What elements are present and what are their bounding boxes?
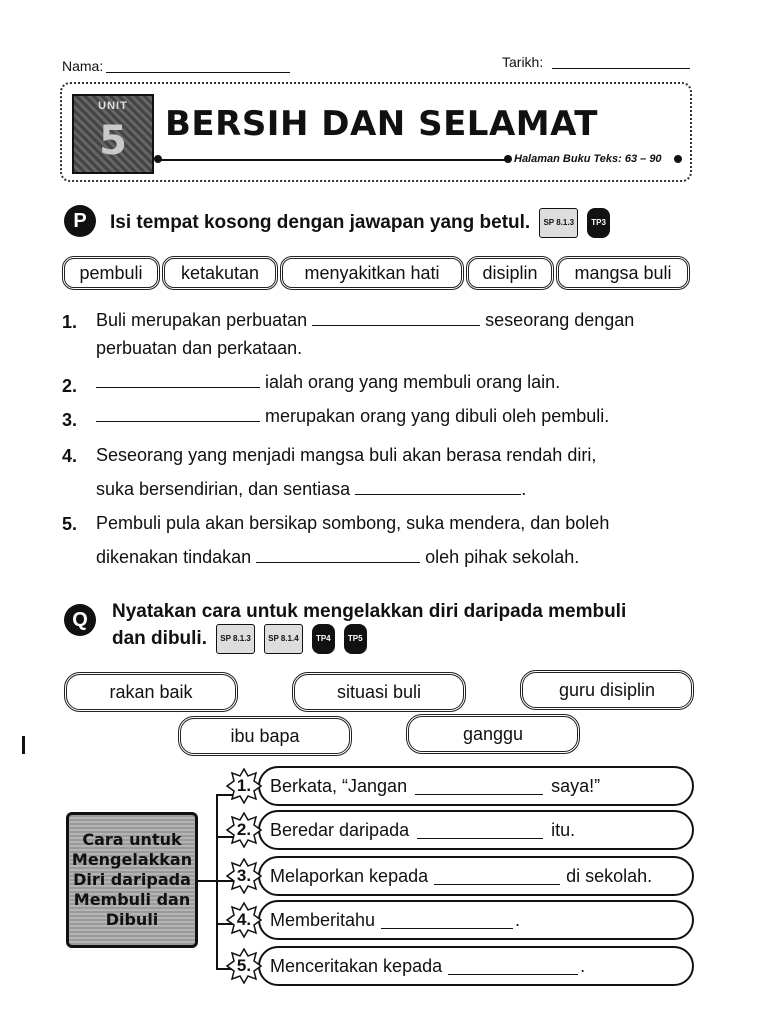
section-q-marker: Q xyxy=(64,604,96,636)
star-number-badge xyxy=(226,948,262,984)
star-number-badge xyxy=(226,768,262,804)
answer-pill xyxy=(258,810,694,850)
tp-tag: TP4 xyxy=(312,624,335,654)
answer-pill xyxy=(258,946,694,986)
word-option[interactable]: rakan baik xyxy=(64,672,238,712)
item-number: 5. xyxy=(62,514,78,534)
item-text: . xyxy=(521,479,527,499)
unit-badge xyxy=(72,94,154,174)
margin-mark xyxy=(22,736,25,754)
item-number: 4. xyxy=(62,446,78,466)
item-text: dikenakan tindakan xyxy=(96,547,252,567)
answer-blank[interactable] xyxy=(312,309,480,326)
page-title: BERSIH DAN SELAMAT xyxy=(165,104,598,144)
item-text: Berkata, “Jangan xyxy=(270,775,408,796)
answer-pill xyxy=(258,766,694,806)
unit-word: UNIT xyxy=(98,100,128,112)
item-number: 1. xyxy=(62,312,78,332)
star-number: 5. xyxy=(236,956,252,975)
item-text: di sekolah. xyxy=(566,865,653,886)
item-text: . xyxy=(515,909,521,930)
date-label: Tarikh: xyxy=(502,54,544,70)
question-item xyxy=(96,306,696,362)
instruction-text: Isi tempat kosong dengan jawapan yang betul. xyxy=(110,212,531,234)
question-item xyxy=(96,506,706,574)
answer-blank[interactable] xyxy=(96,405,260,422)
section-p-marker: P xyxy=(64,205,96,237)
answer-blank[interactable] xyxy=(381,912,513,929)
item-number: 3. xyxy=(62,410,78,430)
question-item xyxy=(96,368,696,396)
item-text: oleh pihak sekolah. xyxy=(425,547,580,567)
star-number-badge xyxy=(226,858,262,894)
star-number: 1. xyxy=(236,776,252,795)
star-number: 3. xyxy=(236,866,252,885)
answer-blank[interactable] xyxy=(448,958,578,975)
bullet-dot xyxy=(504,155,512,163)
answer-blank[interactable] xyxy=(415,778,543,795)
item-number: 2. xyxy=(62,376,78,396)
category-box xyxy=(66,812,198,948)
question-item xyxy=(96,402,696,430)
tp-tag: TP5 xyxy=(344,624,367,654)
answer-pill xyxy=(258,900,694,940)
section-p-instruction xyxy=(110,208,610,238)
item-text: saya!” xyxy=(551,775,601,796)
star-number: 2. xyxy=(236,820,252,839)
page-reference: Halaman Buku Teks: 63 – 90 xyxy=(514,153,662,165)
question-item xyxy=(96,438,706,506)
answer-blank[interactable] xyxy=(96,371,260,388)
item-text: Beredar daripada xyxy=(270,819,410,840)
item-text: seseorang dengan xyxy=(485,310,635,330)
connector-line xyxy=(198,880,216,882)
instruction-text: Nyatakan cara untuk mengelakkan diri daripada membuli xyxy=(112,601,627,622)
item-text: Menceritakan kepada xyxy=(270,955,443,976)
tp-tag: TP3 xyxy=(587,208,610,238)
answer-blank[interactable] xyxy=(355,478,521,495)
word-option[interactable]: ibu bapa xyxy=(178,716,352,756)
sp-tag: SP 8.1.3 xyxy=(216,624,255,654)
answer-blank[interactable] xyxy=(434,868,560,885)
category-label: Cara untuk Mengelakkan Diri daripada Membuli dan Dibuli xyxy=(71,830,193,929)
item-text: . xyxy=(580,955,586,976)
word-option[interactable]: guru disiplin xyxy=(520,670,694,710)
answer-blank[interactable] xyxy=(417,822,543,839)
word-option[interactable]: mangsa buli xyxy=(556,256,690,290)
item-text: Buli merupakan perbuatan xyxy=(96,310,308,330)
word-option[interactable]: situasi buli xyxy=(292,672,466,712)
word-option[interactable]: menyakitkan hati xyxy=(280,256,464,290)
name-field[interactable] xyxy=(106,72,290,73)
sp-tag: SP 8.1.3 xyxy=(539,208,578,238)
bullet-dot xyxy=(674,155,682,163)
star-number-badge xyxy=(226,902,262,938)
item-text: Melaporkan kepada xyxy=(270,865,429,886)
name-label: Nama: xyxy=(62,58,104,74)
instruction-text: dan dibuli. xyxy=(112,628,207,650)
item-text: ialah orang yang membuli orang lain. xyxy=(265,372,561,392)
word-option[interactable]: ketakutan xyxy=(162,256,278,290)
word-option[interactable]: pembuli xyxy=(62,256,160,290)
answer-blank[interactable] xyxy=(256,546,420,563)
item-text: suka bersendirian, dan sentiasa xyxy=(96,479,351,499)
item-text: Pembuli pula akan bersikap sombong, suka mendera, dan boleh xyxy=(96,513,610,533)
title-rule xyxy=(160,159,508,161)
item-text: Memberitahu xyxy=(270,909,376,930)
item-text: itu. xyxy=(551,819,576,840)
word-option[interactable]: disiplin xyxy=(466,256,554,290)
unit-number: 5 xyxy=(99,118,127,164)
item-text: merupakan orang yang dibuli oleh pembuli. xyxy=(265,406,610,426)
date-field[interactable] xyxy=(552,68,690,69)
star-number-badge xyxy=(226,812,262,848)
item-text: Seseorang yang menjadi mangsa buli akan berasa rendah diri, xyxy=(96,445,597,465)
item-text: perbuatan dan perkataan. xyxy=(96,338,303,358)
word-option[interactable]: ganggu xyxy=(406,714,580,754)
answer-pill xyxy=(258,856,694,896)
star-number: 4. xyxy=(236,910,252,929)
sp-tag: SP 8.1.4 xyxy=(264,624,303,654)
section-q-instruction xyxy=(112,600,702,654)
